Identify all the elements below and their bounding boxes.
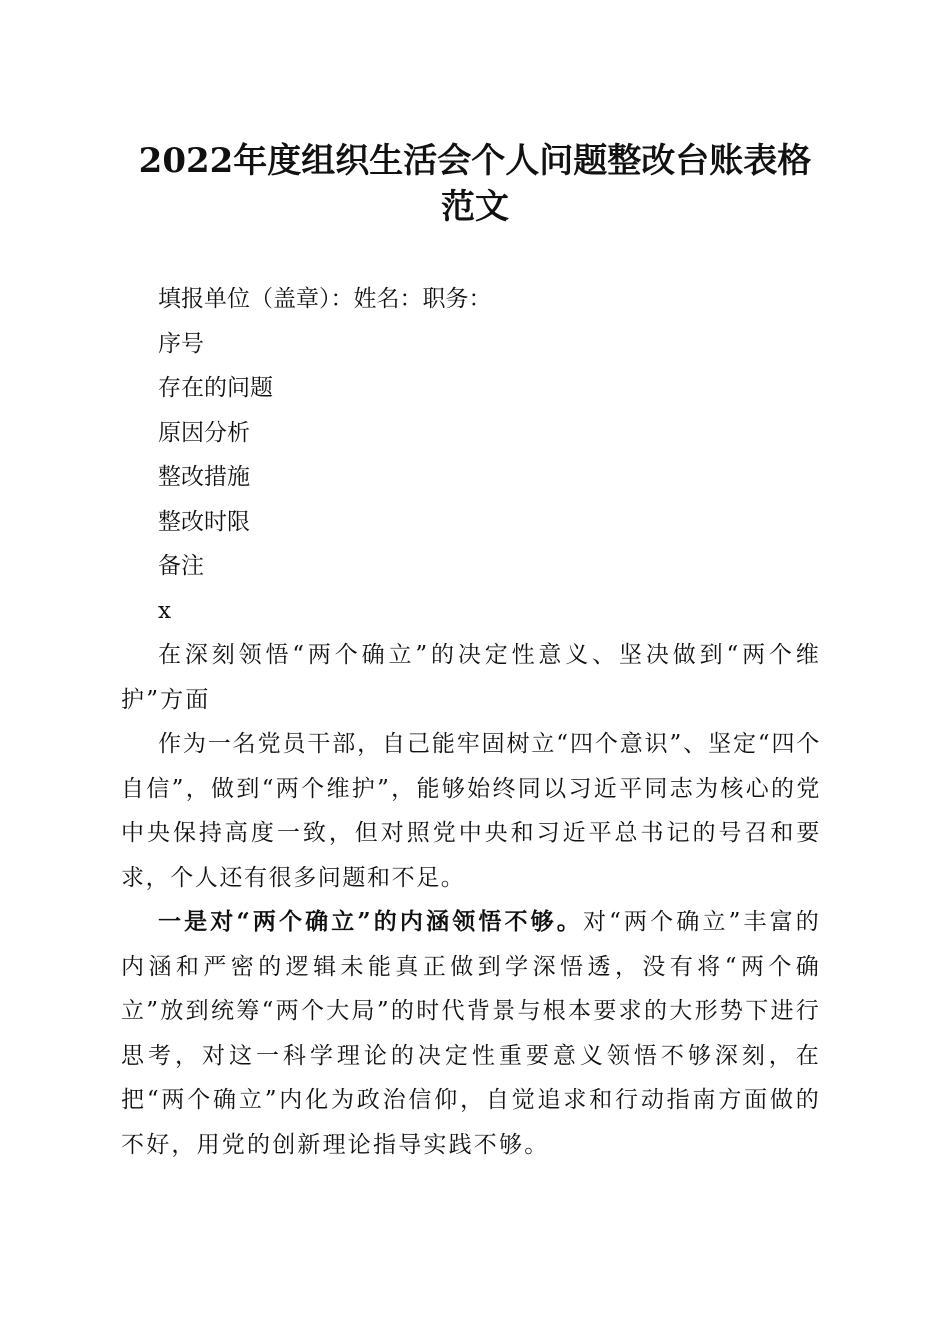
paragraph-2-lead: 一是对“两个确立”的内涵领悟不够。	[158, 908, 583, 935]
column-remarks: 备注	[158, 553, 204, 579]
title-line-2: 范文	[441, 187, 509, 227]
section-heading: 在深刻领悟“两个确立”的决定性意义、坚决做到“两个维护”方面	[121, 642, 821, 713]
column-rectification-deadline: 整改时限	[158, 508, 250, 535]
column-serial-number: 序号	[158, 330, 204, 357]
column-existing-problems: 存在的问题	[158, 375, 273, 401]
paragraph-2-body: 对“两个确立”丰富的内涵和严密的逻辑未能真正做到学深悟透，没有将“两个确立”放到统筹“两个大局”的时代背景与根本要求的大形势下进行思考，对这一科学理论的决定性重要意义领悟不够深刻，在把“两个确立”内化为政治信仰，自觉追求和行动指南方面做的不好，用党的创新理论指导实践不够。	[121, 909, 821, 1158]
header-fields: 填报单位（盖章）：姓名：职务：	[158, 286, 492, 312]
column-rectification-measures: 整改措施	[158, 464, 250, 490]
document-title	[110, 138, 840, 230]
row-marker: x	[158, 597, 171, 624]
title-line-1: 2022年度组织生活会个人问题整改台账表格	[138, 141, 812, 181]
paragraph-2	[121, 900, 821, 1167]
paragraph-1: 作为一名党员干部，自己能牢固树立“四个意识”、坚定“四个自信”，做到“两个维护”，能够始终同以习近平同志为核心的党中央保持高度一致，但对照党中央和习近平总书记的号召和要求，个人还有很多问题和不足。	[121, 731, 821, 891]
document-body	[121, 277, 821, 1167]
column-cause-analysis: 原因分析	[158, 419, 250, 446]
